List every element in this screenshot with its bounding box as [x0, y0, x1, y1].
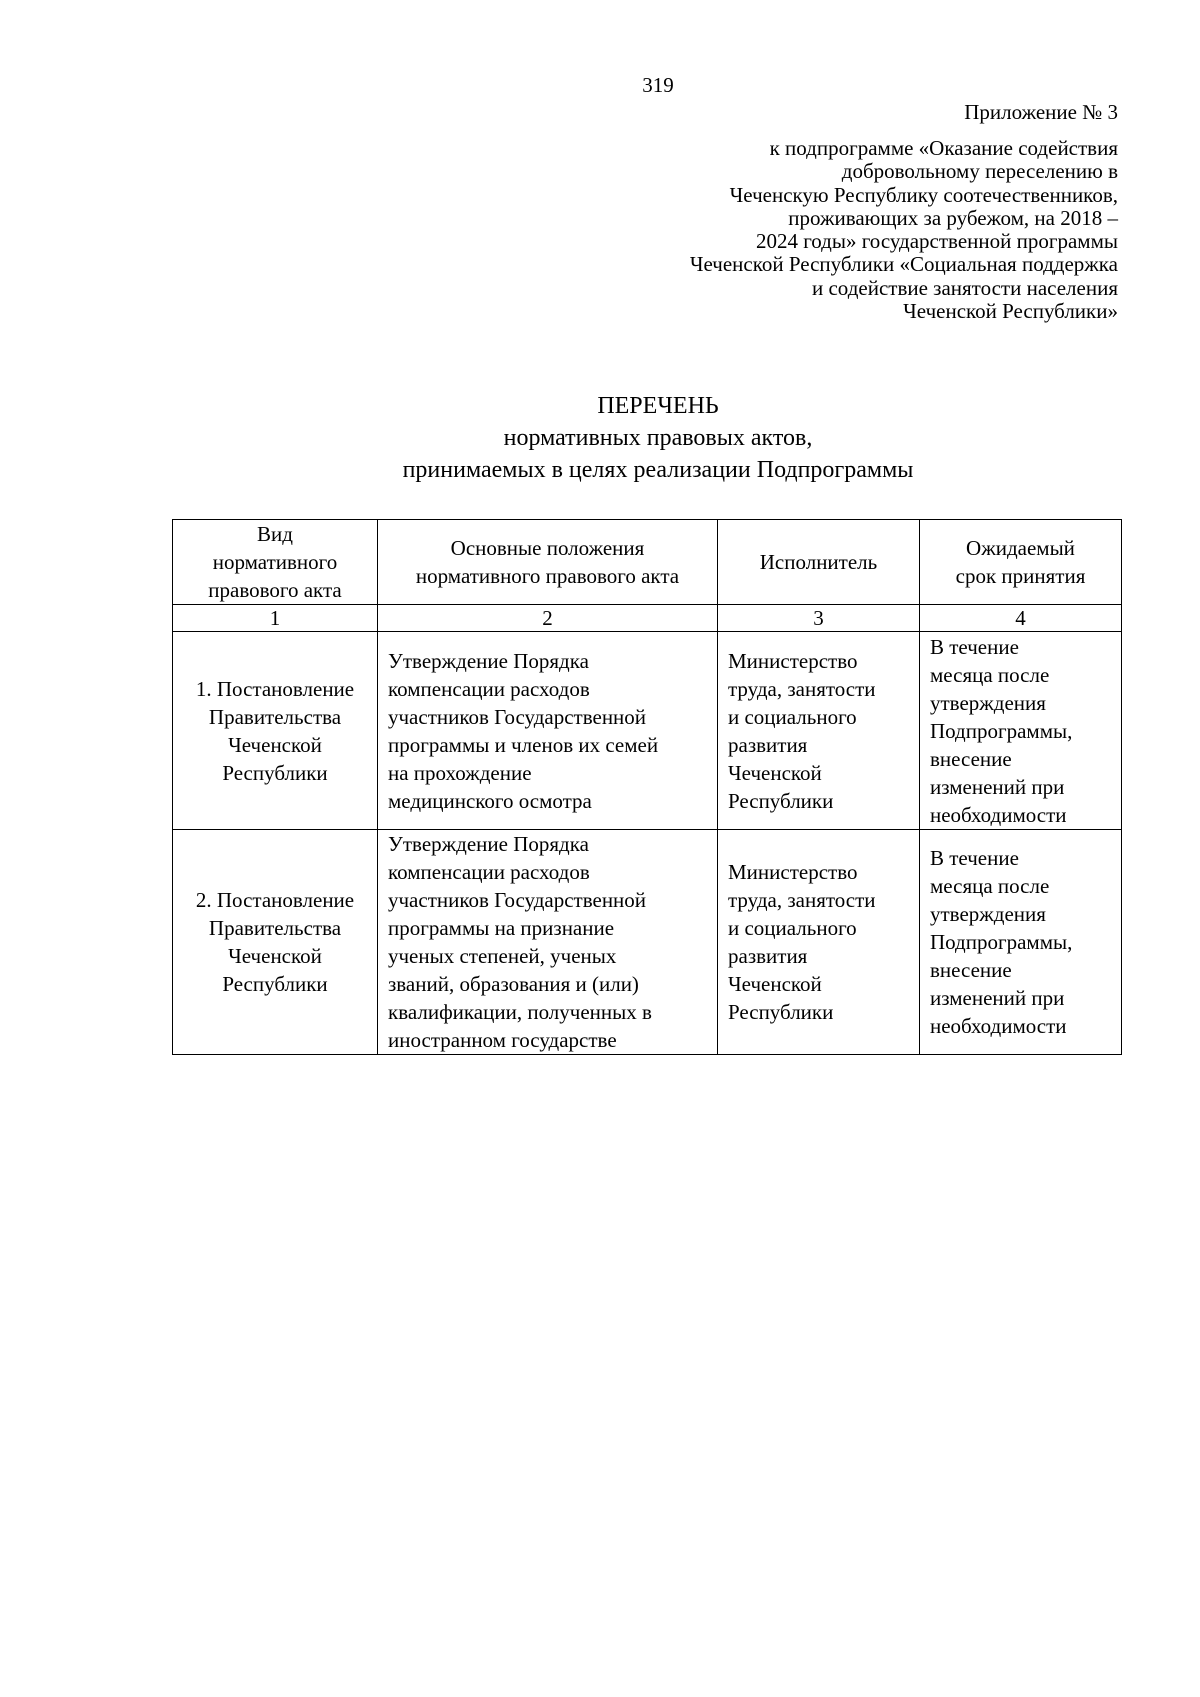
document-title: [0, 390, 1200, 486]
appendix-line: добровольному переселению в: [841, 159, 1118, 184]
term-cell: В течение месяца после утверждения Подпрограммы, внесение изменений при необходимости: [920, 830, 1122, 1055]
title-main: ПЕРЕЧЕНЬ: [597, 393, 719, 419]
header-term: Ожидаемый срок принятия: [920, 520, 1122, 605]
appendix-line: 2024 годы» государственной программы: [755, 229, 1118, 254]
executor-cell: Министерство труда, занятости и социального развития Чеченской Республики: [718, 830, 920, 1055]
appendix-line: Чеченской Республики»: [903, 299, 1118, 324]
page-number: 319: [642, 73, 674, 97]
act-kind-cell: 1. Постановление Правительства Чеченской Республики: [173, 632, 378, 830]
acts-table: [172, 519, 1122, 1055]
header-act-kind: Вид нормативного правового акта: [173, 520, 378, 605]
title-subtitle: нормативных правовых актов,: [503, 425, 813, 451]
act-content-cell: Утверждение Порядка компенсации расходов участников Государственной программы и членов их семей на прохождение медицинского осмотра: [378, 632, 718, 830]
column-number: 2: [378, 605, 718, 632]
appendix-line: проживающих за рубежом, на 2018 –: [788, 205, 1118, 230]
table-header-row: [173, 520, 1122, 605]
appendix-line: Чеченской Республики «Социальная поддержка: [689, 252, 1118, 277]
column-number: 3: [718, 605, 920, 632]
title-subtitle: принимаемых в целях реализации Подпрограммы: [402, 457, 914, 483]
column-number: 1: [173, 605, 378, 632]
header-act-content: Основные положения нормативного правового акта: [378, 520, 718, 605]
executor-cell: Министерство труда, занятости и социального развития Чеченской Республики: [718, 632, 920, 830]
term-cell: В течение месяца после утверждения Подпрограммы, внесение изменений при необходимости: [920, 632, 1122, 830]
column-number-row: [173, 605, 1122, 632]
table-row: [173, 830, 1122, 1055]
act-content-cell: Утверждение Порядка компенсации расходов участников Государственной программы на признание ученых степеней, ученых званий, образования и (или) квалификации, полученных в иностранном государстве: [378, 830, 718, 1055]
appendix-line: Чеченскую Республику соотечественников,: [729, 182, 1118, 207]
header-executor: Исполнитель: [718, 520, 920, 605]
appendix-label: Приложение № 3: [964, 100, 1118, 124]
column-number: 4: [920, 605, 1122, 632]
appendix-line: и содействие занятости населения: [812, 275, 1118, 300]
appendix-line: к подпрограмме «Оказание содействия: [769, 136, 1118, 160]
act-kind-cell: 2. Постановление Правительства Чеченской Республики: [173, 830, 378, 1055]
table-row: [173, 632, 1122, 830]
appendix-reference: [558, 137, 1118, 323]
